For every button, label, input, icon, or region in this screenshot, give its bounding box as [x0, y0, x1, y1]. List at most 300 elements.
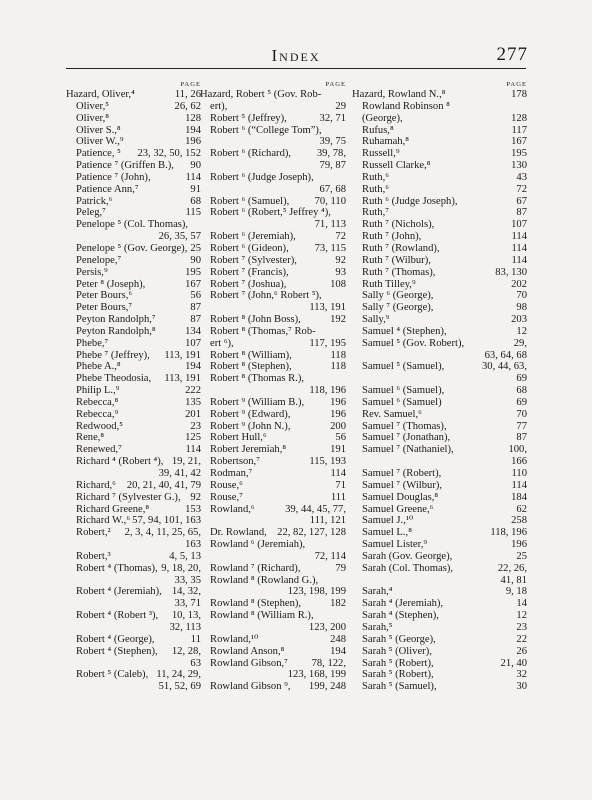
entry-name: Robert ⁴ (George), — [76, 633, 155, 645]
index-entry — [352, 598, 527, 610]
entry-name: Penelope ⁵ (Col. Thomas), — [76, 219, 189, 231]
entry-pages: 222 — [185, 385, 201, 397]
entry-pages: 167 — [511, 136, 527, 148]
index-entry — [352, 539, 527, 551]
entry-name: Robert ⁵ (Jeffrey), — [210, 112, 287, 124]
entry-pages: 83, 130 — [495, 266, 527, 278]
entry-pages-continued: 71, 113 — [314, 219, 346, 231]
entry-pages: 14, 32, — [171, 586, 201, 598]
entry-name: Rowland ⁶ (Jeremiah), — [210, 539, 306, 551]
index-entry — [352, 658, 527, 670]
index-entry — [352, 89, 527, 101]
index-entry — [66, 113, 201, 125]
entry-name: Robert ⁹ (William B.), — [210, 396, 305, 408]
entry-pages: 107 — [511, 219, 527, 231]
index-entry — [200, 527, 346, 539]
entry-pages-continued: 33, 35 — [174, 574, 201, 586]
entry-name: Robert Jeremiah,⁸ — [210, 444, 287, 456]
entry-pages: 192 — [330, 314, 346, 326]
entry-pages: 178 — [511, 89, 527, 100]
index-entry — [352, 136, 527, 148]
entry-name: Sarah ⁵ (Robert), — [362, 669, 434, 681]
entry-name: Robert ⁶ (Jeremiah), — [210, 231, 296, 243]
entry-pages: 2, 3, 4, 11, 25, 65, — [124, 527, 201, 539]
index-entry — [200, 361, 346, 373]
index-entry — [66, 302, 201, 314]
entry-pages-continued: 113, 191 — [309, 302, 346, 314]
entry-pages: 23 — [190, 420, 201, 432]
entry-pages: 70 — [516, 290, 527, 302]
index-entry — [66, 492, 201, 504]
entry-pages-continued: 32, 113 — [169, 621, 201, 633]
entry-name: Sarah ⁵ (Oliver), — [362, 645, 432, 657]
entry-pages: 90 — [190, 254, 201, 266]
entry-pages: 118 — [330, 361, 346, 373]
entry-pages-continued: 166 — [511, 456, 527, 468]
index-entry — [352, 515, 527, 527]
entry-name: Richard Greene,⁸ — [76, 503, 150, 515]
entry-pages — [344, 373, 346, 385]
entry-pages-continued: 63, 64, 68 — [484, 349, 527, 361]
entry-pages: 115 — [185, 207, 201, 219]
entry-name: Samuel ⁵ (Gov. Robert), — [362, 337, 465, 349]
entry-name: Robert ⁶ (Richard), — [210, 148, 292, 160]
entry-pages-continued: 67, 68 — [319, 183, 346, 195]
index-entry — [200, 409, 346, 421]
index-entry — [200, 231, 346, 243]
entry-name: Rowland ⁸ (Rowland G.), — [210, 574, 319, 586]
entry-pages: 73, 115 — [314, 242, 346, 254]
entry-pages-continued: 72, 114 — [314, 550, 346, 562]
entry-pages: 25 — [190, 242, 201, 254]
index-entry — [66, 172, 201, 184]
entry-name: Penelope,⁷ — [76, 254, 122, 266]
entry-name: Philip L.,⁹ — [76, 385, 120, 397]
index-entry — [66, 361, 201, 373]
entry-pages: 29 — [335, 100, 346, 112]
index-entry — [352, 302, 527, 314]
entry-name: Rev. Samuel,⁶ — [362, 408, 422, 420]
index-entry — [66, 610, 201, 634]
index-entry — [352, 409, 527, 421]
index-entry — [200, 563, 346, 575]
entry-name: Richard ⁷ (Sylvester G.), — [76, 491, 181, 503]
entry-pages: 114 — [511, 231, 527, 243]
entry-pages: 21, 40 — [500, 657, 527, 669]
entry-pages: 62 — [516, 503, 527, 515]
entry-name: Samuel ⁷ (Thomas), — [362, 420, 447, 432]
index-entry — [352, 492, 527, 504]
entry-pages: 113, 191 — [164, 349, 201, 361]
entry-pages: 118, 196 — [490, 527, 527, 539]
entry-name: Ruth ⁷ (Thomas), — [362, 266, 436, 278]
index-entry — [66, 397, 201, 409]
entry-name: Sarah (Gov. George), — [362, 550, 453, 562]
entry-name: Peyton Randolph,⁷ — [76, 314, 156, 326]
index-entry — [66, 207, 201, 219]
entry-pages: 14 — [516, 598, 527, 610]
index-entry — [200, 456, 346, 468]
entry-pages: 56 — [335, 432, 346, 444]
entry-name: Patience Ann,⁷ — [76, 183, 139, 195]
entry-name: Richard W.,⁶ — [76, 515, 131, 527]
entry-name: Samuel ⁶ (Samuel), — [362, 385, 445, 397]
index-entry — [200, 681, 346, 693]
index-entry — [200, 373, 346, 397]
entry-pages: 115, 193 — [309, 456, 346, 468]
entry-name: Phebe ⁷ (Jeffrey), — [76, 349, 150, 361]
index-entry — [352, 551, 527, 563]
entry-name: Ruth ⁷ (John), — [362, 231, 422, 243]
entry-pages: 195 — [185, 266, 201, 278]
entry-pages: 9, 18 — [505, 586, 527, 598]
entry-name: Patience ⁷ (John), — [76, 171, 151, 183]
entry-pages: 43 — [516, 171, 527, 183]
index-entry — [200, 539, 346, 563]
entry-pages: 12 — [516, 325, 527, 337]
index-entry — [200, 279, 346, 291]
entry-pages: 39, 78, — [316, 148, 346, 160]
entry-name: Sally,⁹ — [362, 314, 390, 326]
entry-name: Rowland Gibson ⁹, — [210, 681, 291, 693]
index-entry — [352, 196, 527, 208]
entry-pages: 26 — [516, 645, 527, 657]
index-entry — [352, 231, 527, 243]
index-entry — [66, 125, 201, 137]
index-entry — [66, 243, 201, 255]
entry-name: Ruth Tilley,⁹ — [362, 278, 416, 290]
header-rule — [66, 68, 526, 69]
entry-pages: 114 — [330, 468, 346, 479]
index-entry — [352, 148, 527, 160]
entry-pages — [344, 610, 346, 622]
entry-pages: 194 — [185, 361, 201, 373]
index-entry — [200, 658, 346, 682]
entry-name: Rowland Robinson ⁸ — [362, 100, 450, 112]
entry-pages: 196 — [511, 539, 527, 551]
index-column-2 — [200, 80, 346, 693]
entry-name: Phebe Theodosia, — [76, 373, 152, 385]
entry-name: Sarah,⁵ — [362, 621, 393, 633]
entry-name: Rene,⁸ — [76, 432, 105, 444]
entry-name: Peleg,⁷ — [76, 207, 106, 219]
entry-name: Samuel ⁷ (Nathaniel), — [362, 444, 454, 456]
entry-name: Rowland ⁷ (Richard), — [210, 562, 301, 574]
entry-pages: 128 — [511, 112, 527, 124]
index-entry — [352, 622, 527, 634]
entry-name: Hazard, Rowland N.,⁸ — [352, 89, 446, 100]
index-entry — [200, 196, 346, 208]
index-entry — [66, 480, 201, 492]
index-entry — [352, 207, 527, 219]
entry-pages: 23 — [516, 621, 527, 633]
entry-pages: 117, 195 — [309, 337, 346, 349]
entry-name: Phebe A.,⁸ — [76, 361, 121, 373]
entry-pages: 30, 44, 63, — [481, 361, 527, 373]
entry-name: Rowland,⁶ — [210, 503, 255, 515]
index-entry — [352, 397, 527, 409]
index-entry — [352, 219, 527, 231]
index-entry — [200, 113, 346, 125]
index-entry — [200, 598, 346, 610]
index-entry — [352, 338, 527, 362]
entry-pages-continued: 39, 41, 42 — [158, 468, 201, 479]
entry-pages-continued: 123, 200 — [308, 621, 346, 633]
index-entry — [66, 350, 201, 362]
entry-pages: 114 — [511, 254, 527, 266]
entry-pages: 22 — [516, 633, 527, 645]
index-entry — [66, 314, 201, 326]
index-entry — [352, 646, 527, 658]
entry-name: Samuel Lister,⁹ — [362, 539, 428, 551]
entry-name: Samuel ⁷ (Robert), — [362, 468, 442, 479]
entry-pages: 195 — [511, 148, 527, 160]
index-entry — [200, 314, 346, 326]
index-entry — [200, 326, 346, 338]
entry-pages: 108 — [330, 278, 346, 290]
index-entry — [66, 551, 201, 563]
entry-name: Robert ⁸ (John Boss), — [210, 314, 301, 326]
entry-pages: 12 — [516, 610, 527, 622]
entry-name: Redwood,⁵ — [76, 420, 123, 432]
entry-pages: 68 — [516, 385, 527, 397]
entry-name: Peter ⁸ (Joseph), — [76, 278, 146, 290]
index-entry — [66, 219, 201, 243]
entry-pages: 57, 94, 101, 163 — [132, 515, 201, 527]
index-entry — [200, 350, 346, 362]
entry-pages: 114 — [511, 479, 527, 491]
index-entry — [200, 338, 346, 350]
entry-pages: 23, 32, 50, 152 — [137, 148, 201, 160]
index-entry — [200, 255, 346, 267]
index-entry — [200, 267, 346, 279]
entry-name: Robert ⁵ (Caleb), — [76, 669, 149, 681]
entry-pages: 22, 82, 127, 128 — [277, 527, 346, 539]
entry-name: Rowland ⁸ (Stephen), — [210, 598, 302, 610]
entry-name: Hazard, Oliver,⁴ — [66, 89, 135, 100]
entry-pages — [344, 89, 346, 101]
entry-pages: 19, 21, — [171, 456, 201, 468]
index-entry — [352, 504, 527, 516]
index-entry — [200, 101, 346, 113]
entry-pages — [344, 539, 346, 551]
entry-name: Robert ⁸ (Thomas,⁷ Rob- — [210, 325, 316, 337]
index-entry — [352, 290, 527, 302]
entry-name: Dr. Rowland, — [210, 527, 267, 539]
entry-pages — [344, 207, 346, 219]
index-entry — [66, 136, 201, 148]
entry-pages: 191 — [330, 444, 346, 456]
entry-name: Rodman,⁷ — [210, 468, 253, 479]
index-entry — [200, 646, 346, 658]
index-entry — [200, 492, 346, 504]
entry-pages: 90 — [190, 160, 201, 172]
entry-pages: 9, 18, 20, — [161, 562, 201, 574]
entry-pages-continued: 79, 87 — [319, 160, 346, 172]
index-entry — [66, 444, 201, 456]
entry-name: Patience, ⁵ — [76, 148, 121, 160]
index-entry — [66, 196, 201, 208]
index-entry — [66, 586, 201, 610]
entry-pages-continued: 123, 168, 199 — [287, 669, 346, 681]
entry-name: Ruth,⁶ — [362, 183, 389, 195]
index-entry — [200, 125, 346, 149]
entry-pages-continued: 69 — [516, 373, 527, 385]
entry-pages: 128 — [185, 112, 201, 124]
entry-name: Robert ⁶ (Robert,⁵ Jeffrey ⁴), — [210, 207, 331, 219]
entry-name: Samuel ⁷ (Wilbur), — [362, 479, 443, 491]
entry-pages: 202 — [511, 278, 527, 290]
index-entry — [200, 397, 346, 409]
entry-pages: 32, 71 — [319, 112, 346, 124]
index-entry — [66, 255, 201, 267]
entry-pages: 32 — [516, 669, 527, 681]
index-entry — [66, 432, 201, 444]
index-entry — [66, 646, 201, 670]
entry-pages: 92 — [335, 254, 346, 266]
entry-name: Ruth,⁷ — [362, 207, 389, 219]
index-entry — [66, 279, 201, 291]
entry-pages: 200 — [330, 420, 346, 432]
entry-pages: 201 — [185, 408, 201, 420]
entry-name: Rouse,⁷ — [210, 491, 243, 503]
index-entry — [200, 290, 346, 314]
entry-name: Sarah ⁵ (Robert), — [362, 657, 434, 669]
index-entry — [66, 184, 201, 196]
index-entry — [66, 563, 201, 587]
entry-name: Russell,⁹ — [362, 148, 400, 160]
entry-name: Robert ⁴ (Thomas), — [76, 562, 158, 574]
entry-name: Robert ⁷ (Joshua), — [210, 278, 287, 290]
entry-name: Robert ⁹ (John N.), — [210, 420, 291, 432]
entry-pages: 78, 122, — [311, 657, 346, 669]
entry-name: Patrick,⁶ — [76, 195, 113, 207]
page-column-label: PAGE — [325, 81, 346, 88]
entry-pages: 26, 62 — [174, 100, 201, 112]
index-entry — [352, 527, 527, 539]
index-column-3 — [352, 80, 527, 693]
entry-name: Robertson,⁷ — [210, 456, 260, 468]
running-header-title: Index — [271, 46, 321, 65]
entry-name: Robert ⁶ (Samuel), — [210, 195, 290, 207]
entry-pages: 135 — [185, 396, 201, 408]
entry-name: Rebecca,⁹ — [76, 408, 119, 420]
entry-name: Robert ⁶ (Gideon), — [210, 242, 289, 254]
entry-name: Peter Bours,⁷ — [76, 302, 133, 314]
entry-name: Sarah,⁴ — [362, 586, 393, 598]
entry-name: Oliver,⁵ — [76, 100, 109, 112]
entry-pages: 29, — [513, 337, 527, 349]
entry-pages — [344, 125, 346, 137]
entry-pages: 196 — [330, 408, 346, 420]
entry-pages — [344, 575, 346, 587]
index-entry — [352, 113, 527, 125]
entry-pages: 79 — [335, 562, 346, 574]
entry-pages: 93 — [335, 266, 346, 278]
entry-pages: 194 — [185, 124, 201, 136]
entry-pages: 92 — [190, 491, 201, 503]
entry-name: Robert ⁴ (Stephen), — [76, 645, 158, 657]
index-entry — [66, 338, 201, 350]
index-entry — [352, 267, 527, 279]
index-entry — [66, 373, 201, 385]
entry-name: Renewed,⁷ — [76, 444, 122, 456]
entry-name: Peter Bours,⁶ — [76, 290, 133, 302]
index-entry — [352, 563, 527, 587]
entry-name: Rebecca,⁸ — [76, 396, 119, 408]
entry-name: Robert ⁸ (Thomas R.), — [210, 373, 305, 385]
index-entry — [352, 243, 527, 255]
entry-name: Samuel J.,¹⁰ — [362, 515, 414, 527]
index-entry — [352, 421, 527, 433]
entry-name: Ruhamah,⁸ — [362, 136, 409, 148]
entry-pages: 11, 24, 29, — [156, 669, 201, 681]
entry-name: Samuel ⁶ (Samuel) — [362, 396, 442, 408]
entry-pages: 125 — [185, 432, 201, 444]
entry-name: ert), — [210, 100, 228, 112]
entry-pages — [344, 326, 346, 338]
index-entry — [352, 314, 527, 326]
entry-pages: 20, 21, 40, 41, 79 — [126, 479, 201, 491]
entry-name: Samuel ⁴ (Stephen), — [362, 325, 447, 337]
index-entry — [200, 148, 346, 172]
entry-pages: 11 — [190, 633, 201, 645]
index-entry — [66, 101, 201, 113]
entry-pages-continued: 33, 71 — [174, 598, 201, 610]
entry-name: Robert,² — [76, 527, 111, 539]
entry-pages: 114 — [185, 171, 201, 183]
entry-name: Russell Clarke,⁸ — [362, 160, 431, 172]
entry-name: Patience ⁷ (Griffen B.), — [76, 160, 174, 172]
entry-pages: 107 — [185, 337, 201, 349]
entry-pages: 87 — [190, 314, 201, 326]
entry-name: Robert Hull,⁶ — [210, 432, 267, 444]
entry-pages — [525, 101, 527, 113]
entry-name: Rowland Anson,⁸ — [210, 645, 285, 657]
entry-name: Phebe,⁷ — [76, 337, 109, 349]
entry-pages: 114 — [185, 444, 201, 456]
entry-pages — [344, 172, 346, 184]
entry-name: Sarah ⁴ (Stephen), — [362, 610, 439, 622]
index-entry — [352, 586, 527, 598]
entry-pages: 118 — [330, 349, 346, 361]
entry-pages-continued: 123, 198, 199 — [287, 586, 346, 598]
page-column-label: PAGE — [506, 81, 527, 88]
entry-pages: 98 — [516, 302, 527, 314]
entry-name: Rowland,¹⁰ — [210, 633, 259, 645]
index-entry — [66, 89, 201, 101]
entry-pages: 182 — [330, 598, 346, 610]
entry-pages — [344, 290, 346, 302]
entry-pages: 196 — [185, 136, 201, 148]
index-entry — [200, 207, 346, 231]
entry-name: Sally ⁷ (George), — [362, 302, 434, 314]
entry-name: Robert ⁴ (Jeremiah), — [76, 586, 162, 598]
entry-pages: 153 — [185, 503, 201, 515]
entry-name: ert ⁶), — [210, 337, 234, 349]
entry-pages-continued: 39, 75 — [319, 136, 346, 148]
entry-name: Robert,³ — [76, 550, 111, 562]
entry-pages-continued: 41, 81 — [500, 574, 527, 586]
index-entry — [66, 385, 201, 397]
entry-name: Ruth ⁷ (Rowland), — [362, 242, 440, 254]
entry-pages: 203 — [511, 314, 527, 326]
entry-pages: 87 — [516, 207, 527, 219]
entry-name: Rowland Gibson,⁷ — [210, 657, 288, 669]
index-entry — [66, 504, 201, 516]
entry-name: Samuel Douglas,⁸ — [362, 491, 439, 503]
entry-name: Rouse,⁶ — [210, 479, 243, 491]
